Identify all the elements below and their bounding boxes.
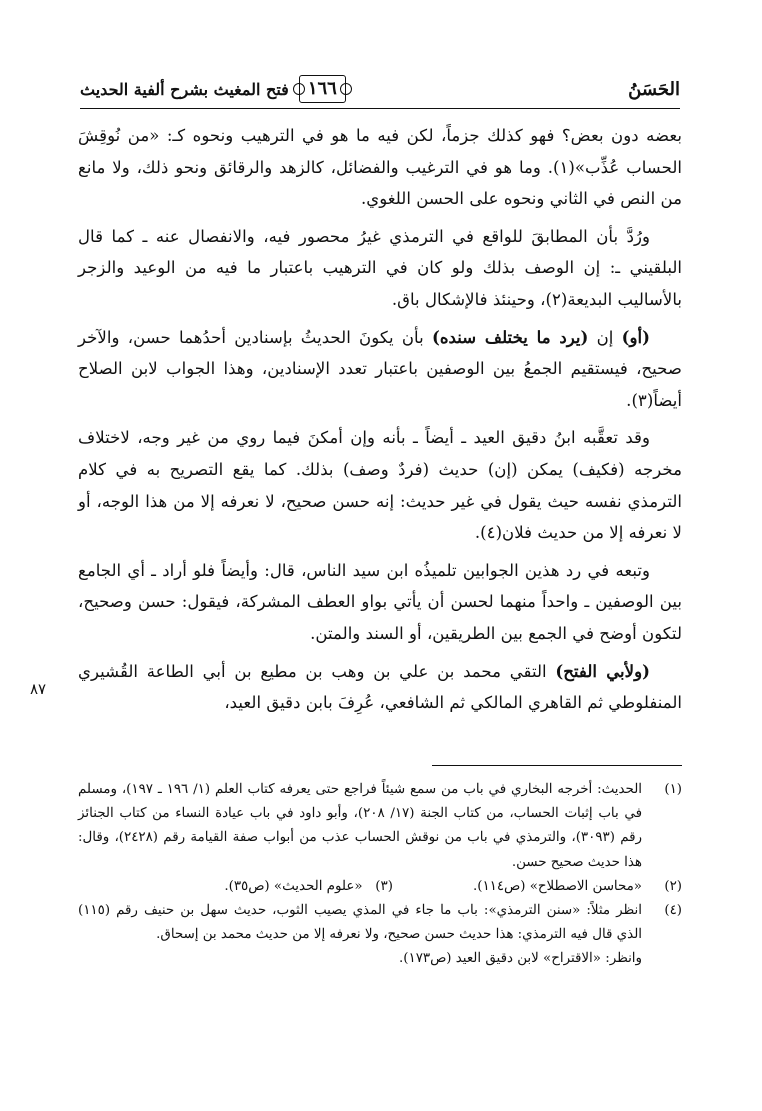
footnote-number: (٢) <box>664 878 682 894</box>
paragraph-4: وقد تعقَّبه ابنُ دقيق العيد ـ أيضاً ـ بأنه وإن أمكنَ فيما روي من غير وجه، لاختلاف مخرجه (فكيف) يمكن (إن) حديث (فردٌ وصف) بذلك. كما يقع التصريح به في كلام الترمذي نفسه حيث يقول في غير حديث: إنه حسن صحيح، لا نعرفه إلا من هذا الوجه، أو لا نعرفه إلا من حديث فلان(٤). <box>78 428 682 543</box>
footnote-text-a: انظر مثلاً: «سنن الترمذي»: باب ما جاء في المذي يصيب الثوب، حديث سهل بن حنيف رقم (١١٥) الذي قال فيه الترمذي: هذا حديث حسن صحيح، ولا نعرفه إلا من حديث محمد بن إسحاق. <box>78 903 642 943</box>
footnote-text: «محاسن الاصطلاح» (ص١١٤). <box>472 878 642 894</box>
footnote-row <box>78 875 642 899</box>
paragraph-3 <box>78 322 682 417</box>
footnote-2-3 <box>78 875 682 899</box>
footnote-number: (١) <box>664 782 682 797</box>
main-text <box>78 120 682 725</box>
footnote-separator <box>432 765 682 766</box>
paragraph-5: وتبعه في رد هذين الجوابين تلميذُه ابن سيد الناس، قال: وأيضاً فلو أراد ـ أي الجامع بين الوصفين ـ واحداً منهما لحسن أن يأتي بواو العطف المشركة، فيقول: حسن وصحيح، لتكون أوضح في الجمع بين الطريقين، أو السند والمتن. <box>78 560 682 643</box>
footnotes <box>78 778 682 972</box>
running-header <box>80 70 680 109</box>
text-rest: التقي محمد بن علي بن وهب بن مطيع بن أبي الطاعة القُشيري المنفلوطي ثم القاهري المالكي ثم الشافعي، عُرِفَ بابن دقيق العيد، <box>78 661 682 713</box>
footnote-number: (٣) <box>375 878 393 894</box>
quote-aw: (أو) <box>621 326 650 347</box>
footnote-3 <box>224 875 393 899</box>
paragraph-2: ورُدَّ بأن المطابقَ للواقع في الترمذي غيرُ محصور فيه، والانفصال عنه ـ كما قال البلقيني ـ: إن الوصف بذلك ولو كان في الترهيب باعتبار ما فيه من الوعيد والزجر بالأساليب البديعة(٢)، وحينئذ فالإشكال باق. <box>78 226 682 309</box>
paragraph-6 <box>78 656 682 719</box>
footnote-1 <box>78 778 682 875</box>
margin-verse-number: ٨٧ <box>30 680 47 698</box>
footnote-text <box>78 899 642 972</box>
footnote-text: الحديث: أخرجه البخاري في باب من سمع شيئاً فراجع حتى يعرفه كتاب العلم (١/ ١٩٦ ـ ١٩٧)، ومسلم في باب إثبات الحساب، من كتاب الجنة (١٧/ ٢٠٨)، وأبو داود في باب عيادة النساء من كتاب الجنائز رقم (٣٠٩٣)، والترمذي في باب من نوقش الحساب عذب من أبواب صفة القيامة رقم (٢٤٢٨)، وقال: هذا حديث صحيح حسن. <box>78 782 642 870</box>
footnote-4 <box>78 899 682 972</box>
text-rest: بأن يكونَ الحديثُ بإسنادين أحدُهما حسن، والآخر صحيح، فيستقيم الجمعُ بين الوصفين باعتبار تعدد الإسنادين، وهذا الجواب لابن الصلاح أيضاً(٣). <box>78 327 682 410</box>
section-title: الحَسَنُ <box>628 78 680 100</box>
quote-abi-alfath: (ولأبي الفتح) <box>555 660 650 681</box>
footnote-text: «علوم الحديث» (ص٣٥). <box>224 878 363 894</box>
footnote-text-b: وانظر: «الاقتراح» لابن دقيق العيد (ص١٧٣). <box>399 951 642 967</box>
page-number: ١٦٦ <box>299 75 346 103</box>
quote-sanad: (يرد ما يختلف سنده) <box>431 326 589 347</box>
text-in: إن <box>588 327 622 347</box>
header-center <box>80 75 346 103</box>
footnote-number: (٤) <box>664 903 682 919</box>
book-title: فتح المغيث بشرح ألفية الحديث <box>80 79 289 99</box>
paragraph-1: بعضه دون بعض؟ فهو كذلك جزماً، لكن فيه ما هو في الترهيب ونحوه كـ: «من نُوقِشَ الحساب عُذِّب»(١). وما هو في الترغيب والفضائل، كالزهد والرقائق ونحو ذلك، ولا مانع من النص في الثاني ونحوه على الحسن اللغوي. <box>78 126 682 209</box>
